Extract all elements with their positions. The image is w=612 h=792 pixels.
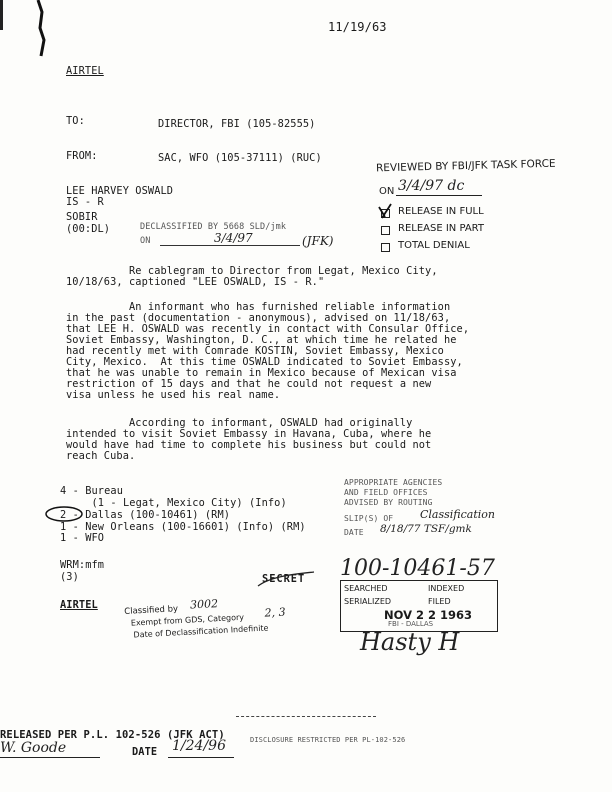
airtel-header: AIRTEL — [66, 65, 104, 77]
footer-faint-text: DISCLOSURE RESTRICTED PER PL-102-526 — [250, 736, 406, 744]
serial-office: FBI - DALLAS — [388, 620, 434, 628]
p1-line: Re cablegram to Director from Legat, Mexico City, — [66, 265, 438, 277]
agencies-line-2: AND FIELD OFFICES — [344, 488, 428, 497]
copy-count: (3) — [60, 571, 79, 583]
check-mark-icon — [378, 203, 392, 219]
releaser-underline — [0, 757, 100, 758]
agencies-line-3: ADVISED BY ROUTING — [344, 498, 433, 507]
declass-on-date: 3/4/97 — [214, 231, 253, 245]
from-label: FROM: — [66, 150, 98, 162]
filed-label: FILED — [428, 597, 451, 606]
distribution-line-1: 4 - Bureau — [60, 485, 123, 497]
p3-line: would have had time to complete his business but could not — [66, 439, 432, 451]
release-part-checkbox — [381, 226, 390, 235]
punch-mark — [28, 0, 48, 60]
to-value: DIRECTOR, FBI (105-82555) — [158, 118, 316, 130]
subject-line-4: (00:DL) — [66, 223, 111, 235]
p2-line: City, Mexico. At this time OSWALD indicated to Soviet Embassy, — [66, 356, 463, 368]
distribution-line-4: 1 - New Orleans (100-16601) (Info) (RM) — [60, 521, 306, 533]
release-full-label: RELEASE IN FULL — [398, 206, 484, 217]
review-on-label: ON — [379, 186, 395, 197]
date-underline — [168, 757, 234, 758]
review-on-date: 3/4/97 dc — [398, 178, 465, 194]
agencies-line-5: DATE — [344, 528, 364, 537]
file-number: 100-10461-57 — [340, 556, 495, 581]
declassification-date: Date of Declassification Indefinite — [133, 623, 269, 640]
p3-line: reach Cuba. — [66, 450, 136, 462]
p3-line: intended to visit Soviet Embassy in Havana, Cuba, where he — [66, 428, 432, 440]
serial-date: NOV 2 2 1963 — [384, 608, 473, 622]
footer-dashes — [236, 716, 376, 717]
classification-block — [124, 595, 336, 652]
declass-on-label: ON — [140, 236, 151, 246]
classified-by-value: 3002 — [189, 597, 219, 612]
p2-line: had recently met with Comrade KOSTIN, Soviet Embassy, Mexico — [66, 345, 444, 357]
subject-line-1: LEE HARVEY OSWALD — [66, 185, 174, 197]
p2-line: An informant who has furnished reliable information — [66, 301, 451, 313]
from-value: SAC, WFO (105-37111) (RUC) — [158, 152, 322, 164]
p3-line: According to informant, OSWALD had originally — [66, 417, 413, 429]
release-part-label: RELEASE IN PART — [398, 223, 485, 234]
p2-line: restriction of 15 days and that he could not request a new — [66, 378, 432, 390]
date-value: 1/24/96 — [172, 738, 226, 754]
distribution-line-2: (1 - Legat, Mexico City) (Info) — [60, 497, 287, 509]
declass-jfk-mark: (JFK) — [302, 234, 334, 248]
p2-line: that he was unable to remain in Mexico because of Mexican visa — [66, 367, 457, 379]
released-per-pl: RELEASED PER P.L. 102-526 (JFK ACT) — [0, 729, 225, 741]
date-label: DATE — [132, 746, 158, 758]
review-on-underline — [396, 195, 482, 196]
releaser-name: W. Goode — [0, 740, 67, 756]
declass-line-1: DECLASSIFIED BY 5668 SLD/jmk — [140, 222, 287, 232]
indexed-label: INDEXED — [428, 584, 465, 593]
secret-strike-icon — [256, 568, 316, 594]
agencies-hand-date: 8/18/77 TSF/gmk — [380, 523, 472, 535]
p2-line: in the past (documentation - anonymous), advised on 11/18/63, — [66, 312, 451, 324]
exempt-label: Exempt from GDS, Category — [130, 612, 245, 628]
airtel-footer: AIRTEL — [60, 599, 98, 611]
searched-label: SEARCHED — [344, 584, 388, 593]
agencies-handwriting: Classification — [420, 508, 496, 521]
serialized-label: SERIALIZED — [344, 597, 392, 606]
classified-by-label: Classified by — [124, 604, 179, 617]
total-denial-label: TOTAL DENIAL — [398, 240, 470, 251]
corner-mark — [0, 0, 10, 30]
typist-initials: WRM:mfm — [60, 559, 105, 571]
p2-line: visa unless he used his real name. — [66, 389, 281, 401]
distribution-line-3: 2 - Dallas (100-10461) (RM) — [60, 509, 231, 521]
p1-line: 10/18/63, captioned "LEE OSWALD, IS - R." — [66, 276, 325, 288]
document-date: 11/19/63 — [328, 20, 387, 34]
declass-underline — [160, 245, 300, 246]
exempt-value: 2, 3 — [264, 605, 286, 620]
p2-line: that LEE H. OSWALD was recently in contact with Consular Office, — [66, 323, 470, 335]
subject-line-2: IS - R — [66, 196, 104, 208]
to-label: TO: — [66, 115, 85, 127]
agencies-line-1: APPROPRIATE AGENCIES — [344, 478, 443, 487]
signature: Hasty H — [360, 628, 460, 656]
secret-stamp: SECRET — [262, 573, 306, 585]
subject-line-3: SOBIR — [66, 211, 98, 223]
review-stamp-title: REVIEWED BY FBI/JFK TASK FORCE — [375, 157, 556, 175]
distribution-line-5: 1 - WFO — [60, 532, 105, 544]
total-denial-checkbox — [381, 243, 390, 252]
p2-line: Soviet Embassy, Washington, D. C., at which time he related he — [66, 334, 457, 346]
agencies-line-4: SLIP(S) OF — [344, 514, 394, 523]
